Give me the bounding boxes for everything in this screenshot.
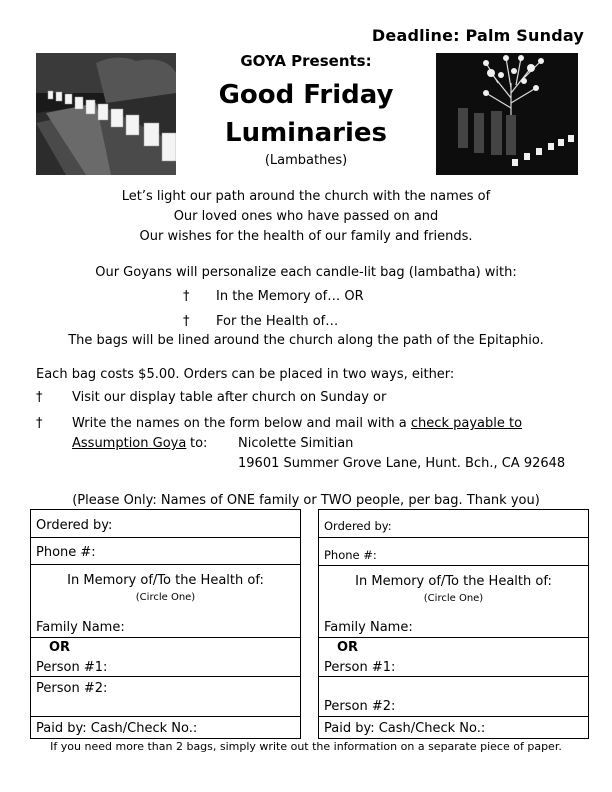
- deadline: Deadline: Palm Sunday: [371, 26, 584, 45]
- ordered-by-field[interactable]: [31, 510, 300, 537]
- family-name-label: Family Name:: [36, 620, 125, 635]
- phone-label: Phone #:: [324, 548, 377, 562]
- or-label: OR: [337, 640, 359, 655]
- person1-field[interactable]: [31, 637, 300, 676]
- phone-field[interactable]: [319, 537, 588, 565]
- option-health: For the Health of…: [216, 314, 339, 329]
- circle-one-note: (Circle One): [135, 592, 196, 603]
- person1-field[interactable]: [319, 637, 588, 676]
- paid-by-field[interactable]: [319, 716, 588, 739]
- presenter-line: GOYA Presents:: [240, 52, 372, 70]
- footer-note: If you need more than 2 bags, simply write out the information on a separate piece of paper.: [50, 740, 562, 753]
- option-memory: In the Memory of… OR: [216, 289, 364, 304]
- person2-label: Person #2:: [324, 699, 396, 714]
- personalize-text: Our Goyans will personalize each candle-lit bag (lambatha) with:: [95, 265, 517, 280]
- to-label: to:: [190, 436, 208, 451]
- payee-name: Assumption Goya: [72, 436, 187, 451]
- dagger-icon: †: [183, 314, 190, 329]
- memory-heading: In Memory of/To the Health of:: [355, 574, 552, 589]
- memory-section[interactable]: [31, 564, 300, 637]
- check-payable-text: check payable to: [410, 416, 523, 431]
- way-mail-form: [72, 416, 522, 431]
- person1-label: Person #1:: [324, 660, 396, 675]
- ordered-by-label: Ordered by:: [324, 519, 392, 533]
- or-label: OR: [49, 640, 71, 655]
- phone-label: Phone #:: [36, 545, 96, 560]
- order-form-left: [30, 509, 301, 739]
- dagger-icon: †: [183, 289, 190, 304]
- ordered-by-field[interactable]: [319, 510, 588, 537]
- memory-heading: In Memory of/To the Health of:: [67, 573, 264, 588]
- dagger-icon: †: [36, 416, 43, 431]
- intro-line-1: Let’s light our path around the church with the names of: [121, 189, 491, 204]
- ordered-by-label: Ordered by:: [36, 518, 113, 533]
- circle-one-note: (Circle One): [423, 593, 484, 604]
- address-name: Nicolette Simitian: [238, 436, 354, 451]
- please-note: (Please Only: Names of ONE family or TWO people, per bag. Thank you): [72, 493, 540, 508]
- paid-by-label: Paid by: Cash/Check No.:: [324, 721, 486, 736]
- subtitle: (Lambathes): [264, 153, 348, 168]
- path-text: The bags will be lined around the church along the path of the Epitaphio.: [68, 333, 544, 348]
- intro-line-3: Our wishes for the health of our family and friends.: [139, 229, 473, 244]
- paid-by-label: Paid by: Cash/Check No.:: [36, 721, 198, 736]
- order-form-right: [318, 509, 589, 739]
- intro-line-2: Our loved ones who have passed on and: [173, 209, 439, 224]
- way-mail-prefix: Write the names on the form below and mail with a: [72, 416, 411, 431]
- memory-section[interactable]: [319, 565, 588, 637]
- person1-label: Person #1:: [36, 660, 108, 675]
- title-line-1: Good Friday: [218, 80, 394, 110]
- person2-field[interactable]: [31, 676, 300, 716]
- cost-text: Each bag costs $5.00. Orders can be placed in two ways, either:: [36, 367, 455, 382]
- way-visit-table: Visit our display table after church on Sunday or: [72, 390, 387, 405]
- person2-field[interactable]: [319, 676, 588, 716]
- address-street: 19601 Summer Grove Lane, Hunt. Bch., CA 92648: [238, 456, 566, 471]
- dagger-icon: †: [36, 390, 43, 405]
- person2-label: Person #2:: [36, 681, 108, 696]
- title-line-2: Luminaries: [225, 118, 387, 148]
- phone-field[interactable]: [31, 537, 300, 564]
- family-name-label: Family Name:: [324, 620, 413, 635]
- paid-by-field[interactable]: [31, 716, 300, 739]
